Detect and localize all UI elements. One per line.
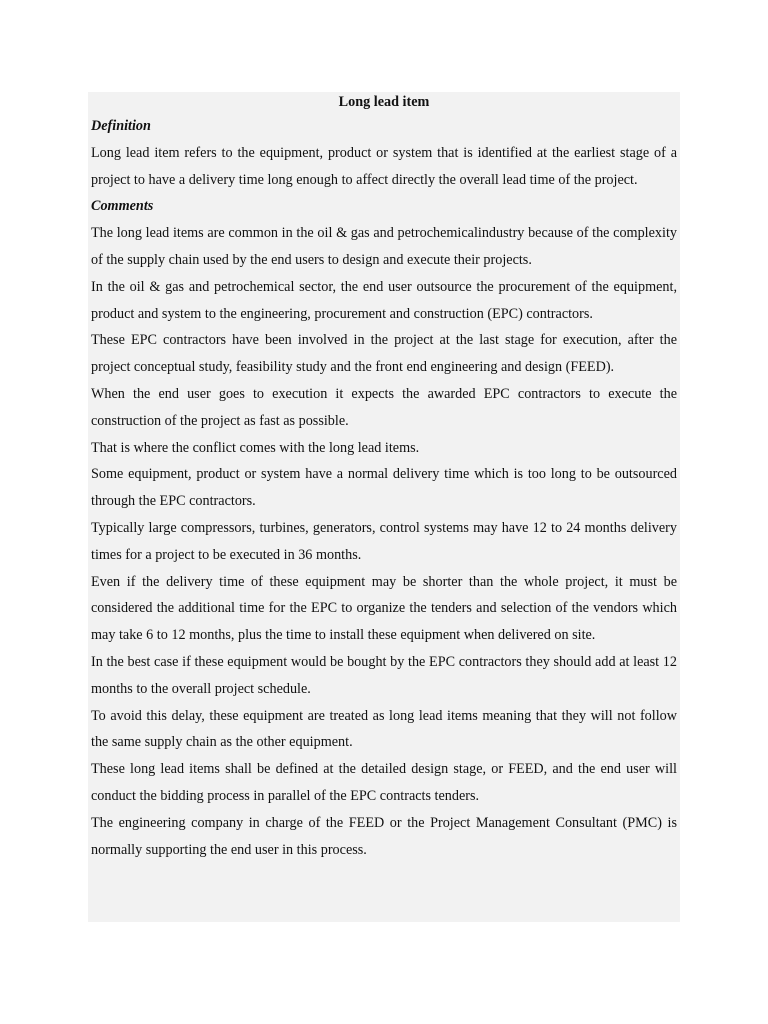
paragraph: Some equipment, product or system have a normal delivery time which is too long to be outsourced through the EPC contractors. (91, 466, 677, 510)
paragraph: That is where the conflict comes with the long lead items. (91, 439, 420, 456)
paragraph: In the best case if these equipment would be bought by the EPC contractors they should add at least 12 months to the overall project schedule. (91, 653, 677, 697)
paragraph: The long lead items are common in the oil & gas and petrochemicalindustry because of the complexity of the supply chain used by the end users to design and execute their projects. (91, 225, 677, 268)
page-title: Long lead item (338, 94, 430, 110)
text-block (88, 92, 680, 922)
paragraph: The engineering company in charge of the FEED or the Project Management Consultant (PMC) is normally supporting the end user in this process. (91, 814, 677, 858)
paragraph: To avoid this delay, these equipment are treated as long lead items meaning that they will not follow the same supply chain as the other equipment. (91, 707, 677, 751)
paragraph: These long lead items shall be defined at the detailed design stage, or FEED, and the end user will conduct the bidding process in parallel of the EPC contracts tenders. (91, 761, 677, 804)
paragraph: When the end user goes to execution it expects the awarded EPC contractors to execute the construction of the project as fast as possible. (91, 385, 677, 429)
paragraph: Even if the delivery time of these equipment may be shorter than the whole project, it must be considered the additional time for the EPC to organize the tenders and selection of the vendors which may take 6 to 12 months, plus the time to install these equipment when delivered on site. (91, 573, 677, 644)
paragraph: In the oil & gas and petrochemical sector, the end user outsource the procurement of the equipment, product and system to the engineering, procurement and construction (EPC) contractors. (91, 278, 677, 322)
paragraph: Typically large compressors, turbines, generators, control systems may have 12 to 24 months delivery times for a project to be executed in 36 months. (91, 519, 677, 563)
paragraph: These EPC contractors have been involved in the project at the last stage for execution, after the project conceptual study, feasibility study and the front end engineering and design (FEED). (91, 332, 677, 376)
paragraph: Long lead item refers to the equipment, product or system that is identified at the earliest stage of a project to have a delivery time long enough to affect directly the overall lead time of the project. (91, 144, 677, 188)
section-heading-comments: Comments (91, 198, 154, 215)
section-heading-definition: Definition (91, 118, 151, 134)
